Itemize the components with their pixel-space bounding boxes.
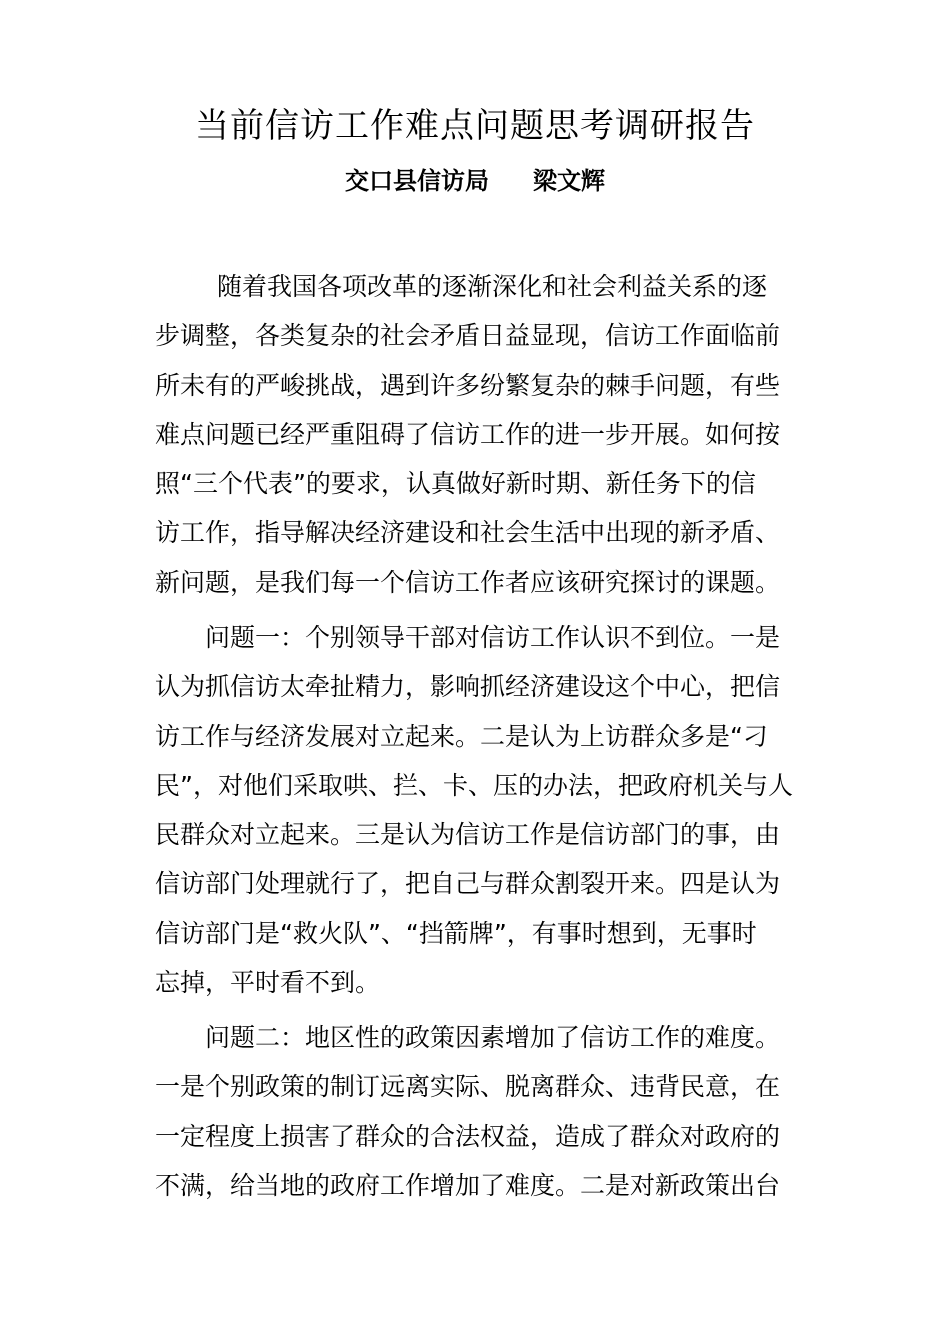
paragraph-line: 一是个别政策的制订远离实际、脱离群众、违背民意，在 [155,1072,781,1102]
author-byline [0,163,950,199]
paragraph-line: 民群众对立起来。三是认为信访工作是信访部门的事，由 [155,820,781,850]
paragraph-line: 信访部门是“救火队”、“挡箭牌”，有事时想到，无事时 [155,918,757,948]
paragraph-line: 难点问题已经严重阻碍了信访工作的进一步开展。如何按 [155,419,781,449]
paragraph-line: 随着我国各项改革的逐渐深化和社会利益关系的逐 [217,272,768,301]
paragraph-line: 问题二：地区性的政策因素增加了信访工作的难度。 [205,1023,781,1052]
paragraph-line: 信访部门处理就行了，把自己与群众割裂开来。四是认为 [155,869,781,899]
paragraph-line: 新问题，是我们每一个信访工作者应该研究探讨的课题。 [155,567,781,597]
paragraph-intro [155,262,795,607]
paragraph-problem-two [155,1013,795,1210]
paragraph-problem-one [155,613,795,1007]
paragraph-line: 访工作与经济发展对立起来。二是认为上访群众多是“刁 [155,721,768,751]
paragraph-line: 步调整，各类复杂的社会矛盾日益显现，信访工作面临前 [155,321,781,351]
paragraph-line: 认为抓信访太牵扯精力，影响抓经济建设这个中心，把信 [155,672,781,702]
author-organization: 交口县信访局 [345,167,489,195]
paragraph-line: 民”，对他们采取哄、拦、卡、压的办法，把政府机关与人 [155,770,793,800]
paragraph-line: 问题一：个别领导干部对信访工作认识不到位。一是 [205,623,781,652]
paragraph-line: 一定程度上损害了群众的合法权益，造成了群众对政府的 [155,1121,781,1151]
document-title: 当前信访工作难点问题思考调研报告 [195,106,755,146]
paragraph-line: 访工作，指导解决经济建设和社会生活中出现的新矛盾、 [155,518,781,548]
paragraph-line: 不满，给当地的政府工作增加了难度。二是对新政策出台 [155,1170,781,1200]
author-name: 梁文辉 [533,167,605,195]
paragraph-line: 所未有的严峻挑战，遇到许多纷繁复杂的棘手问题，有些 [155,370,781,400]
paragraph-line: 忘掉，平时看不到。 [155,968,381,998]
paragraph-line: 照“三个代表”的要求，认真做好新时期、新任务下的信 [155,469,756,499]
